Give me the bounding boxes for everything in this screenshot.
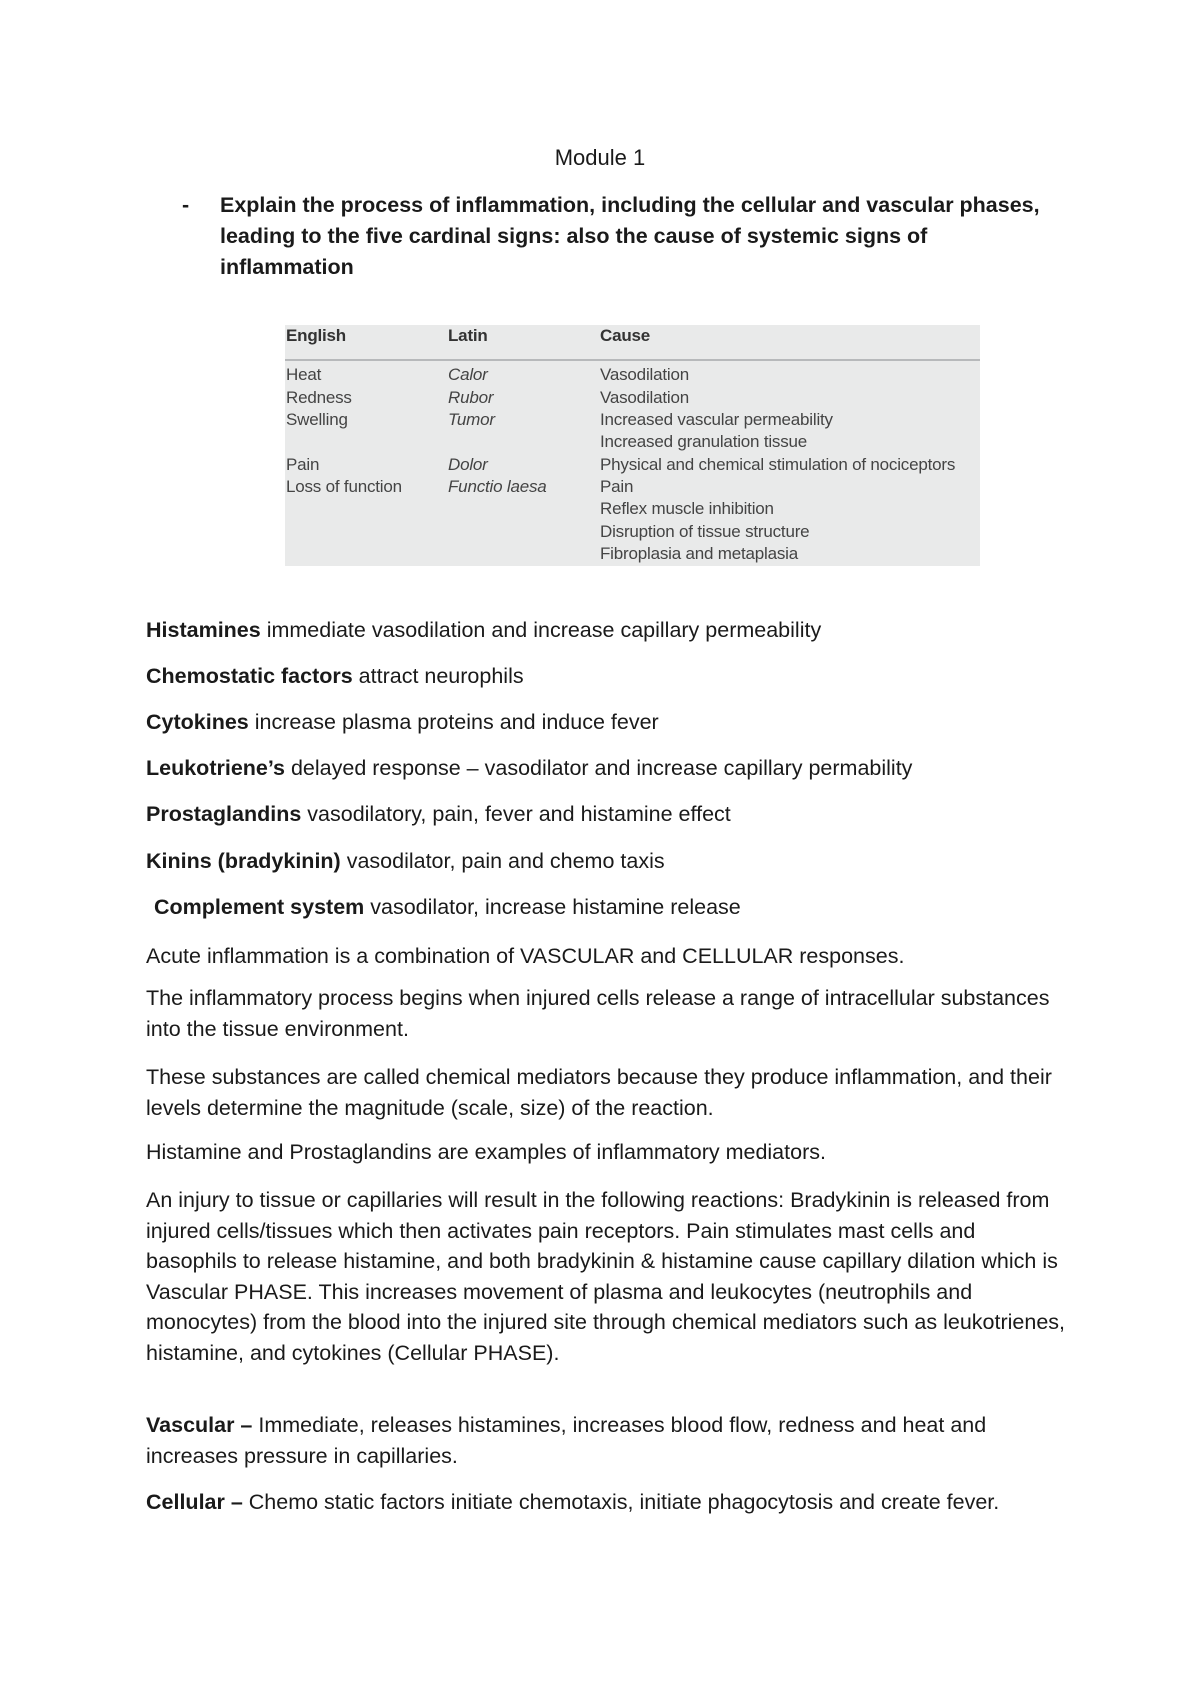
- list-dash: -: [182, 193, 190, 217]
- cell-cause: Physical and chemical stimulation of nociceptors: [600, 455, 956, 474]
- definition-prostaglandins: [146, 802, 731, 827]
- cell-cause: Vasodilation: [600, 365, 689, 384]
- vascular-text: Immediate, releases histamines, increases blood flow, redness and heat and increases pressure in capillaries.: [146, 1413, 987, 1468]
- paragraph-vascular-phase: [146, 1410, 1066, 1471]
- definition-term: Leukotriene’s: [146, 756, 285, 780]
- definition-term: Histamines: [146, 618, 261, 642]
- table-row: [285, 499, 980, 521]
- cardinal-signs-table: [285, 325, 980, 566]
- definition-histamines: [146, 618, 821, 643]
- header-cause: Cause: [600, 326, 651, 345]
- table-header: [285, 325, 980, 361]
- definition-cytokines: [146, 710, 659, 735]
- table-row: [285, 544, 980, 566]
- cell-english: Loss of function: [286, 477, 402, 496]
- module-title: Module 1: [554, 145, 646, 170]
- definition-complement-system: [154, 895, 741, 920]
- cell-latin: Tumor: [448, 410, 495, 429]
- definition-term: Prostaglandins: [146, 802, 302, 826]
- table-row: [285, 432, 980, 454]
- paragraph-inflammatory-process: The inflammatory process begins when injured cells release a range of intracellular substances into the tissue environment.: [146, 986, 1050, 1041]
- cell-cause: Increased vascular permeability: [600, 410, 833, 429]
- cell-cause: Disruption of tissue structure: [600, 522, 810, 541]
- header-english: English: [286, 326, 346, 345]
- definition-text: vasodilator, pain and chemo taxis: [340, 849, 665, 873]
- table-row: [285, 410, 980, 432]
- definition-text: attract neurophils: [352, 664, 524, 688]
- cell-cause: Increased granulation tissue: [600, 432, 808, 451]
- cell-english: Redness: [286, 388, 352, 407]
- cellular-term: Cellular –: [146, 1490, 243, 1514]
- cellular-text: Chemo static factors initiate chemotaxis, initiate phagocytosis and create fever.: [242, 1490, 1000, 1514]
- definition-text: immediate vasodilation and increase capillary permeability: [260, 618, 822, 642]
- cell-cause: Fibroplasia and metaplasia: [600, 544, 798, 563]
- definition-text: vasodilator, increase histamine release: [364, 895, 741, 919]
- cell-english: Pain: [286, 455, 320, 474]
- table-row: [285, 522, 980, 544]
- table-row: [285, 365, 980, 387]
- definition-text: delayed response – vasodilator and increase capillary permability: [285, 756, 913, 780]
- cell-english: Swelling: [286, 410, 348, 429]
- cell-latin: Dolor: [448, 455, 488, 474]
- definition-text: vasodilatory, pain, fever and histamine effect: [301, 802, 731, 826]
- paragraph-acute-inflammation: Acute inflammation is a combination of VASCULAR and CELLULAR responses.: [146, 944, 905, 968]
- cell-latin: Calor: [448, 365, 488, 384]
- cell-cause: Reflex muscle inhibition: [600, 499, 774, 518]
- definition-chemostatic-factors: [146, 664, 524, 689]
- header-latin: Latin: [448, 326, 488, 345]
- paragraph-chemical-mediators: These substances are called chemical mediators because they produce inflammation, and their levels determine the magnitude (scale, size) of the reaction.: [146, 1065, 1052, 1120]
- paragraph-injury-reactions: An injury to tissue or capillaries will result in the following reactions: Bradykinin is released from injured cells/tissues which then activates pain receptors. Pain stimulates mast cells and basophils to release histamine, and both bradykinin & histamine cause capillary dilation which is Vascular PHASE. This increases movement of plasma and leukocytes (neutrophils and monocytes) from the blood into the injured site through chemical mediators such as leukotrienes, histamine, and cytokines (Cellular PHASE).: [146, 1188, 1065, 1365]
- cell-english: Heat: [286, 365, 322, 384]
- definition-leukotrienes: [146, 756, 912, 781]
- table-row: [285, 455, 980, 477]
- question-text: Explain the process of inflammation, including the cellular and vascular phases, leading to the five cardinal signs: also the cause of systemic signs of inflammation: [220, 193, 1040, 279]
- paragraph-cellular-phase: [146, 1487, 1066, 1518]
- table-row: [285, 388, 980, 410]
- definition-kinins: [146, 849, 665, 874]
- definition-text: increase plasma proteins and induce fever: [248, 710, 659, 734]
- table-row: [285, 477, 980, 499]
- definition-term: Cytokines: [146, 710, 249, 734]
- definition-term: Kinins (bradykinin): [146, 849, 341, 873]
- question-item: [182, 190, 1062, 283]
- vascular-term: Vascular –: [146, 1413, 253, 1437]
- definition-term: Chemostatic factors: [146, 664, 353, 688]
- cell-cause: Pain: [600, 477, 634, 496]
- cell-latin: Functio laesa: [448, 477, 547, 496]
- definition-term: Complement system: [154, 895, 365, 919]
- cell-cause: Vasodilation: [600, 388, 689, 407]
- paragraph-mediator-examples: Histamine and Prostaglandins are examples of inflammatory mediators.: [146, 1140, 826, 1164]
- cell-latin: Rubor: [448, 388, 494, 407]
